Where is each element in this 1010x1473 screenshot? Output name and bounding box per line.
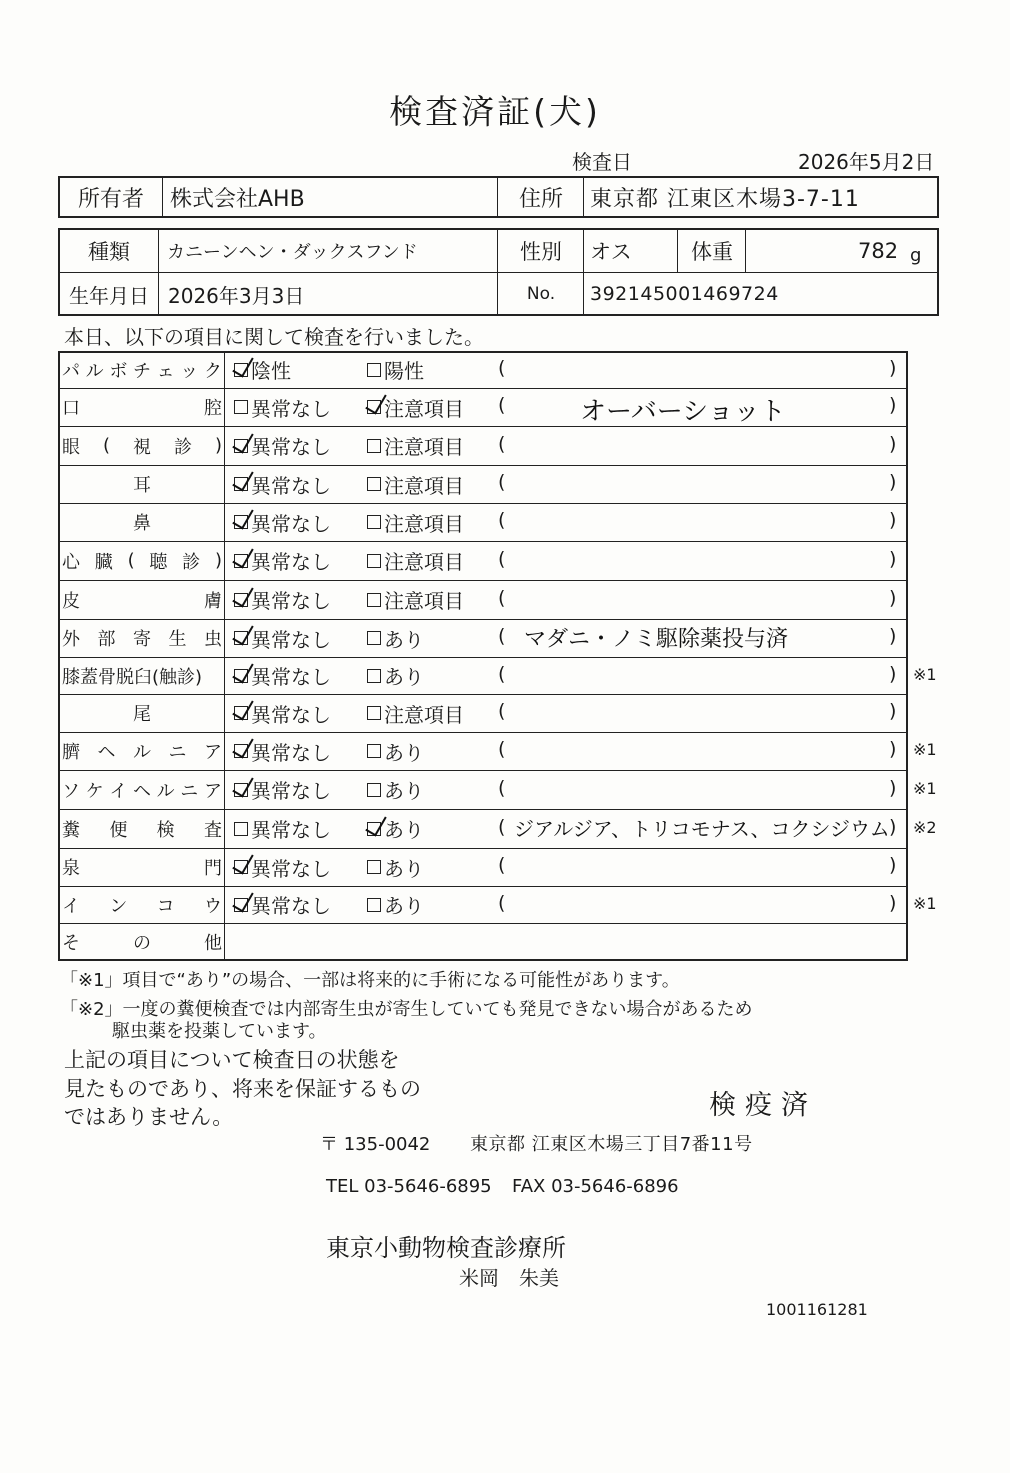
checkbox-icon[interactable]: [367, 593, 381, 607]
postal-code: 〒 135-0042: [320, 1134, 431, 1155]
exam-date-label: 検査日: [572, 150, 632, 174]
checkbox-icon[interactable]: [367, 744, 381, 758]
birth-label: 生年月日: [69, 283, 149, 308]
option-normal[interactable]: 異常なし: [234, 848, 331, 886]
exam-row-label: 眼 ( 視 診 ): [62, 435, 222, 458]
clinic-fax: FAX 03-5646-6896: [512, 1176, 679, 1197]
checkbox-icon[interactable]: [367, 860, 381, 874]
exam-row-footnote-mark: ※1: [913, 664, 937, 684]
checkbox-icon[interactable]: [234, 706, 248, 720]
checkbox-icon[interactable]: [234, 744, 248, 758]
option-finding[interactable]: 注意項目: [367, 503, 464, 541]
checkbox-icon[interactable]: [234, 477, 248, 491]
owner-value: 株式会社AHB: [170, 186, 305, 212]
checkbox-icon[interactable]: [367, 783, 381, 797]
checkbox-icon[interactable]: [367, 706, 381, 720]
checkbox-icon[interactable]: [234, 439, 248, 453]
checkbox-icon[interactable]: [367, 515, 381, 529]
option-finding[interactable]: あり: [367, 732, 424, 770]
disclaimer-line-3: ではありません。: [64, 1105, 234, 1129]
checkbox-icon[interactable]: [367, 898, 381, 912]
owner-label: 所有者: [77, 186, 144, 212]
option-normal[interactable]: 異常なし: [234, 809, 331, 848]
quarantine-stamp: 検疫済: [709, 1090, 817, 1121]
option-finding[interactable]: あり: [367, 657, 424, 694]
weight-value: 782: [858, 239, 899, 263]
checkbox-icon[interactable]: [367, 554, 381, 568]
clinic-tel: TEL 03-5646-6895: [326, 1176, 492, 1197]
breed-label: 種類: [88, 240, 130, 264]
footnote-2: 「※2」一度の糞便検査では内部寄生虫が寄生していても発見できない場合があるため: [60, 999, 753, 1020]
checkbox-icon[interactable]: [234, 631, 248, 645]
exam-row-label: 糞 便 検 査: [62, 819, 222, 841]
clinic-address: 東京都 江東区木場三丁目7番11号: [470, 1134, 753, 1155]
option-finding[interactable]: 注意項目: [367, 465, 464, 503]
exam-row-label: 尾: [133, 704, 151, 725]
weight-unit: g: [910, 244, 922, 266]
option-finding[interactable]: あり: [367, 619, 424, 657]
breed-value: カニーンヘン・ダックスフンド: [167, 242, 418, 263]
exam-row-footnote-mark: ※1: [913, 740, 937, 759]
exam-row-label: パ ル ボ チ ェ ッ ク: [62, 360, 222, 382]
checkbox-icon[interactable]: [234, 822, 248, 836]
document-title: 検査済証(犬): [389, 92, 601, 131]
option-normal[interactable]: 異常なし: [234, 886, 331, 923]
no-label: No.: [526, 284, 556, 304]
exam-row-footnote-mark: ※1: [913, 893, 937, 913]
disclaimer-line-2: 見たものであり、将来を保証するもの: [64, 1077, 421, 1101]
checkbox-icon[interactable]: [367, 822, 381, 836]
exam-row-label: 心 臓 ( 聴 診 ): [62, 550, 222, 573]
exam-row-label: 鼻: [133, 513, 151, 534]
intro-text: 本日、以下の項目に関して検査を行いました。: [64, 325, 484, 349]
checkbox-icon[interactable]: [234, 593, 248, 607]
option-finding[interactable]: あり: [367, 848, 424, 886]
exam-date-value: 2026年5月2日: [798, 150, 935, 174]
option-normal[interactable]: 異常なし: [234, 580, 331, 619]
checkbox-icon[interactable]: [234, 669, 248, 683]
exam-row-label: ソ ケ イ ヘ ル ニ ア: [62, 780, 222, 802]
checkbox-icon[interactable]: [367, 631, 381, 645]
exam-row-label: そ の 他: [62, 933, 222, 954]
option-finding[interactable]: 注意項目: [367, 541, 464, 580]
address-label: 住所: [518, 186, 563, 212]
exam-row-note: ジアルジア、トリコモナス、コクシジウム: [514, 816, 890, 841]
sex-label: 性別: [520, 240, 562, 264]
no-value: 392145001469724: [590, 283, 779, 305]
option-finding[interactable]: 注意項目: [367, 388, 464, 426]
option-normal[interactable]: 異常なし: [234, 657, 331, 694]
birth-value: 2026年3月3日: [168, 283, 305, 308]
option-finding[interactable]: あり: [367, 770, 424, 809]
exam-row-label: 外 部 寄 生 虫: [62, 629, 222, 650]
checkbox-icon[interactable]: [367, 439, 381, 453]
checkbox-icon[interactable]: [234, 515, 248, 529]
exam-row-label: 口 腔: [62, 398, 222, 419]
option-finding[interactable]: 注意項目: [367, 580, 464, 619]
exam-row-label: 臍 ヘ ル ニ ア: [62, 742, 222, 763]
option-normal[interactable]: 異常なし: [234, 465, 331, 503]
option-normal[interactable]: 異常なし: [234, 694, 331, 732]
exam-row-label: 耳: [133, 475, 151, 496]
checkbox-icon[interactable]: [367, 363, 381, 377]
option-normal[interactable]: 異常なし: [234, 619, 331, 657]
exam-row-note: マダニ・ノミ駆除薬投与済: [524, 627, 789, 652]
exam-row-label: 膝蓋骨脱臼(触診): [62, 666, 203, 688]
checkbox-icon[interactable]: [234, 898, 248, 912]
checkbox-icon[interactable]: [234, 783, 248, 797]
weight-label: 体重: [691, 240, 733, 264]
footnote-1: 「※1」項目で“あり”の場合、一部は将来的に手術になる可能性があります。: [60, 970, 680, 991]
option-normal[interactable]: 異常なし: [234, 732, 331, 770]
option-finding[interactable]: 注意項目: [367, 694, 464, 732]
option-normal[interactable]: 異常なし: [234, 426, 331, 465]
checkbox-icon[interactable]: [234, 860, 248, 874]
exam-row-note: オーバーショット: [580, 397, 786, 427]
option-finding[interactable]: あり: [367, 886, 424, 923]
checkbox-icon[interactable]: [234, 363, 248, 377]
checkbox-icon[interactable]: [234, 554, 248, 568]
option-normal[interactable]: 陰性: [234, 351, 291, 388]
exam-row-label: 泉 門: [62, 858, 222, 879]
option-finding[interactable]: 注意項目: [367, 426, 464, 465]
checkbox-icon[interactable]: [367, 669, 381, 683]
doctor-name: 米岡 朱美: [459, 1266, 559, 1290]
document-number: 1001161281: [766, 1300, 868, 1319]
option-normal[interactable]: 異常なし: [234, 541, 331, 580]
checkbox-icon[interactable]: [234, 400, 248, 414]
footnote-2-cont: 駆虫薬を投薬しています。: [112, 1021, 327, 1042]
option-normal[interactable]: 異常なし: [234, 503, 331, 541]
checkbox-icon[interactable]: [367, 400, 381, 414]
option-finding[interactable]: 陽性: [367, 351, 424, 388]
exam-row-label: 皮 膚: [62, 590, 222, 612]
address-value: 東京都 江東区木場3-7-11: [590, 186, 860, 212]
checkbox-icon[interactable]: [367, 477, 381, 491]
exam-row-footnote-mark: ※1: [913, 778, 937, 798]
option-normal[interactable]: 異常なし: [234, 388, 331, 426]
exam-row-label: イ ン コ ウ: [62, 895, 222, 917]
exam-row-footnote-mark: ※2: [913, 817, 937, 837]
sex-value: オス: [590, 240, 632, 264]
clinic-name: 東京小動物検査診療所: [326, 1234, 566, 1262]
disclaimer-line-1: 上記の項目について検査日の状態を: [64, 1048, 400, 1072]
option-normal[interactable]: 異常なし: [234, 770, 331, 809]
option-finding[interactable]: あり: [367, 809, 424, 848]
